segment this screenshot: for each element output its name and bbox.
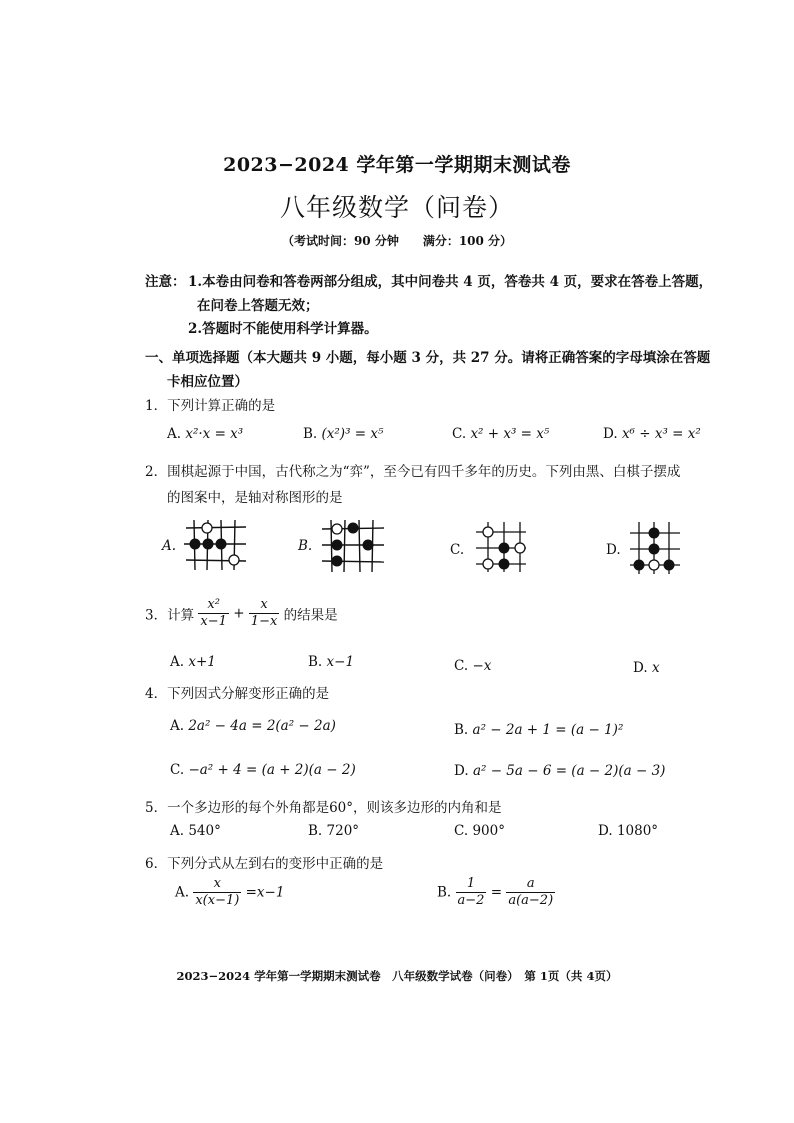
q4-option-a-label: A. bbox=[170, 718, 185, 734]
q5-option-a bbox=[170, 823, 221, 839]
q5-option-c-expr: 900° bbox=[472, 823, 505, 839]
q5-option-a-expr: 540° bbox=[188, 823, 221, 839]
page-footer: 2023−2024 学年第一学期期末测试卷 八年级数学试卷（问卷） 第 1页（共 4页） bbox=[176, 969, 618, 983]
q1-option-c-label: C. bbox=[452, 426, 467, 442]
q4-option-a bbox=[170, 718, 336, 734]
q5-option-b bbox=[308, 823, 359, 839]
q1-option-b-label: B. bbox=[303, 426, 318, 442]
q6-option-a-numerator: x bbox=[193, 876, 241, 893]
exam-info: （考试时间：90 分钟 满分：100 分） bbox=[281, 234, 513, 248]
q3-option-d bbox=[633, 660, 660, 676]
q6-stem: 6．下列分式从左到右的变形中正确的是 bbox=[145, 856, 384, 872]
q6-option-a-label: A. bbox=[175, 884, 190, 901]
q4-option-d-expr: a² − 5a − 6 = (a − 2)(a − 3) bbox=[472, 763, 666, 779]
q6-option-a-rhs: =x−1 bbox=[245, 884, 285, 901]
q3-fraction-1-denominator: x−1 bbox=[200, 614, 227, 629]
q5-option-b-label: B. bbox=[308, 823, 323, 839]
q3-option-d-label: D. bbox=[633, 660, 648, 676]
q6-option-b-numerator-right: a bbox=[506, 876, 555, 893]
q6-option-b-denominator-left: a−2 bbox=[457, 893, 485, 908]
q4-option-b-label: B. bbox=[454, 722, 469, 738]
q1-option-c bbox=[452, 426, 549, 442]
q3-prefix: 3．计算 bbox=[145, 607, 195, 624]
q1-option-d-expr: x⁶ ÷ x³ = x² bbox=[621, 426, 701, 442]
q4-option-d bbox=[454, 763, 665, 779]
q2-option-a-board bbox=[180, 518, 250, 572]
q1-option-d bbox=[603, 426, 701, 442]
notice-line-2: 在问卷上答题无效； bbox=[197, 298, 319, 314]
q1-stem: 1．下列计算正确的是 bbox=[145, 398, 276, 414]
q4-option-b-expr: a² − 2a + 1 = (a − 1)² bbox=[472, 722, 624, 738]
q4-option-a-expr: 2a² − 4a = 2(a² − 2a) bbox=[188, 718, 336, 734]
q5-stem: 5．一个多边形的每个外角都是60°，则该多边形的内角和是 bbox=[145, 800, 502, 816]
q6-option-a-denominator: x(x−1) bbox=[195, 893, 240, 908]
q2-stem-line2: 的图案中，是轴对称图形的是 bbox=[167, 490, 343, 506]
q2-option-a-label: A. bbox=[162, 538, 177, 554]
q2-stem-line1: 2．围棋起源于中国，古代称之为“弈”，至今已有四千多年的历史。下列由黑、白棋子摆成 bbox=[145, 464, 681, 480]
notice-label: 注意： bbox=[145, 274, 186, 290]
q5-option-a-label: A. bbox=[170, 823, 185, 839]
q4-option-c-expr: −a² + 4 = (a + 2)(a − 2) bbox=[188, 762, 356, 778]
q2-option-c-board bbox=[472, 518, 530, 574]
q1-option-b bbox=[303, 426, 383, 442]
q6-option-b-equals: = bbox=[490, 884, 503, 901]
q5-option-b-expr: 720° bbox=[326, 823, 360, 839]
q3-option-b-label: B. bbox=[308, 654, 323, 670]
q2-option-b-label: B. bbox=[298, 538, 313, 554]
q3-option-d-expr: x bbox=[651, 660, 660, 676]
q1-option-a-label: A. bbox=[167, 426, 182, 442]
q6-option-b bbox=[437, 876, 555, 909]
q2-option-d-board bbox=[626, 518, 684, 576]
q3-stem bbox=[145, 597, 338, 630]
q3-fraction-1-numerator: x² bbox=[198, 597, 229, 614]
q5-option-c-label: C. bbox=[454, 823, 469, 839]
section-heading-line2: 卡相应位置） bbox=[167, 374, 248, 390]
q6-option-b-denominator-right: a(a−2) bbox=[508, 893, 554, 908]
q3-fraction-2-numerator: x bbox=[249, 597, 280, 614]
q5-option-d-expr: 1080° bbox=[616, 823, 659, 839]
q5-option-d bbox=[598, 823, 658, 839]
exam-title: 2023−2024 学年第一学期期末测试卷 bbox=[223, 154, 571, 176]
q1-option-c-expr: x² + x³ = x⁵ bbox=[470, 426, 550, 442]
q1-option-a bbox=[167, 426, 243, 442]
q3-option-b bbox=[308, 654, 354, 670]
q2-option-b-board bbox=[318, 518, 388, 574]
notice-line-3: 2.答题时不能使用科学计算器。 bbox=[188, 321, 378, 337]
q6-option-b-fraction-left bbox=[456, 876, 487, 909]
q6-option-a-fraction bbox=[193, 876, 241, 909]
exam-subtitle: 八年级数学（问卷） bbox=[279, 193, 514, 222]
q4-option-b bbox=[454, 722, 623, 738]
q6-option-b-fraction-right bbox=[506, 876, 555, 909]
q3-fraction-1 bbox=[198, 597, 229, 630]
q3-option-a-expr: x+1 bbox=[188, 654, 216, 670]
q3-option-c-label: C. bbox=[454, 658, 469, 674]
q3-plus: + bbox=[233, 605, 245, 622]
q6-option-a bbox=[175, 876, 284, 909]
q3-fraction-2-denominator: 1−x bbox=[250, 614, 278, 629]
q2-option-d-label: D. bbox=[606, 542, 621, 558]
q1-option-d-label: D. bbox=[603, 426, 618, 442]
q1-option-b-expr: (x²)³ = x⁵ bbox=[321, 426, 384, 442]
q4-option-c bbox=[170, 762, 356, 778]
q6-option-b-label: B. bbox=[437, 884, 452, 901]
q3-option-c-expr: −x bbox=[472, 658, 492, 674]
q5-option-d-label: D. bbox=[598, 823, 613, 839]
q4-option-c-label: C. bbox=[170, 762, 185, 778]
q4-stem: 4．下列因式分解变形正确的是 bbox=[145, 686, 330, 702]
q3-option-c bbox=[454, 658, 491, 674]
q5-option-c bbox=[454, 823, 505, 839]
q3-suffix: 的结果是 bbox=[283, 607, 338, 624]
q3-fraction-2 bbox=[249, 597, 280, 630]
section-heading-line1: 一、单项选择题（本大题共 9 小题，每小题 3 分，共 27 分。请将正确答案的字母填涂在答题 bbox=[145, 350, 711, 366]
q3-option-b-expr: x−1 bbox=[326, 654, 355, 670]
q3-option-a-label: A. bbox=[170, 654, 185, 670]
notice-line-1: 1.本卷由问卷和答卷两部分组成，其中问卷共 4 页，答卷共 4 页，要求在答卷上答题， bbox=[188, 274, 713, 290]
q2-option-c-label: C. bbox=[450, 542, 465, 558]
q6-option-b-numerator-left: 1 bbox=[456, 876, 487, 893]
q3-option-a bbox=[170, 654, 216, 670]
q4-option-d-label: D. bbox=[454, 763, 469, 779]
q1-option-a-expr: x²·x = x³ bbox=[185, 426, 244, 442]
